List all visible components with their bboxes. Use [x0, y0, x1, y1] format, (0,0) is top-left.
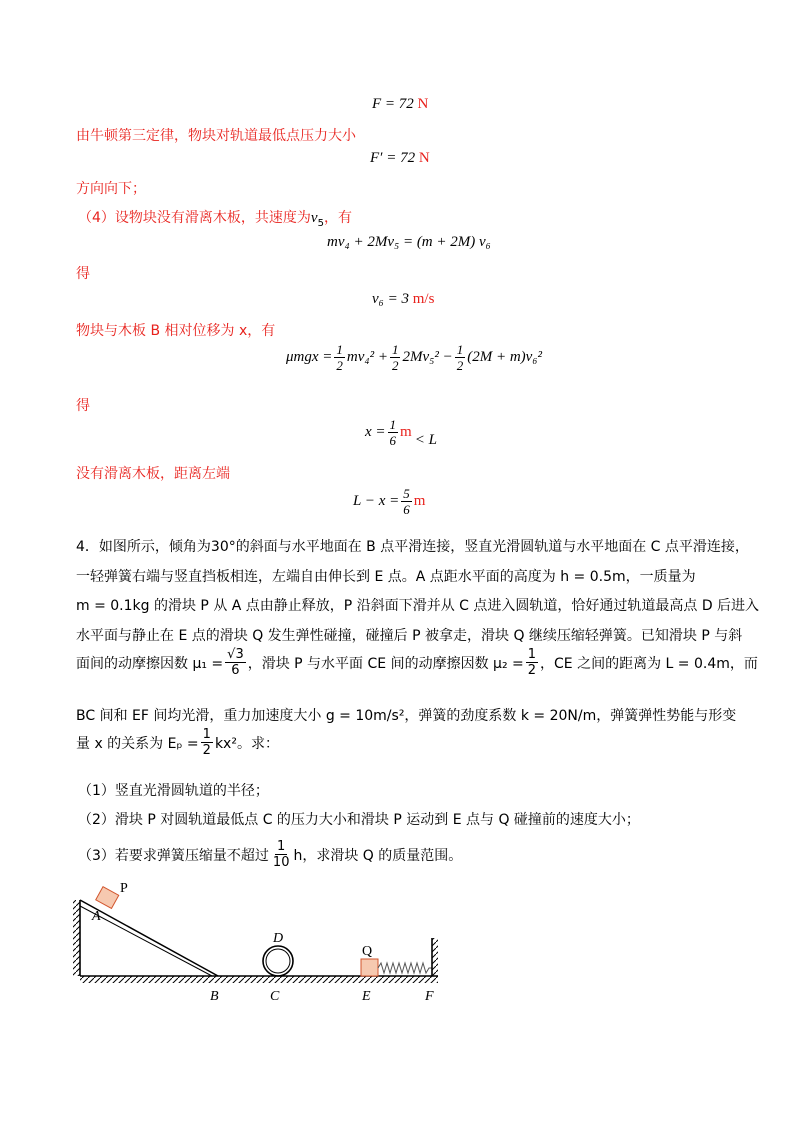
frac-one-sixth: $\frac{1}{6}$ [389, 417, 397, 448]
circular-track-inner [266, 949, 290, 973]
frac-half: $\frac{1}{2}$ [336, 342, 343, 373]
problem-line-1: 4．如图所示，倾角为30°的斜面与水平地面在 B 点平滑连接，竖直光滑圆轨道与水平地面在 C 点平滑连接， [76, 539, 749, 555]
question-3: （3）若要求弹簧压缩量不超过 $\frac{1}{10}$ h，求滑块 Q 的质量范围。 [78, 839, 463, 870]
ground-hatch [80, 976, 438, 983]
incline-top [80, 900, 218, 976]
eq-F-prime: F′ = 72 N [370, 150, 430, 166]
circular-track [263, 946, 293, 976]
frac-half: $\frac{1}{2}$ [202, 727, 211, 758]
eq-momentum: mv₄ + 2Mv₅ = (m + 2M) v₆ [327, 234, 491, 250]
frac-half: $\frac{1}{2}$ [527, 647, 537, 678]
label-E: E [362, 989, 371, 1004]
problem-line-3: m = 0.1kg 的滑块 P 从 A 点由静止释放，P 沿斜面下滑并从 C 点进入圆轨道，恰好通过轨道最高点 D 后进入 [76, 598, 760, 614]
unit-N: N [418, 150, 430, 166]
label-P: P [120, 881, 128, 896]
direction-text: 方向向下； [76, 181, 146, 197]
frac-sqrt3-over-6: $\frac{√3}{6}$ [227, 647, 244, 678]
label-B: B [210, 989, 219, 1004]
no-slide-text: 没有滑离木板，距离左端 [76, 466, 230, 482]
physics-diagram [70, 876, 450, 1012]
eq-x: x = $\frac{1}{6}$ m < L [365, 417, 437, 448]
block-Q [361, 959, 378, 976]
block-P [96, 887, 119, 909]
de-text-2: 得 [76, 398, 90, 414]
frac-half: $\frac{1}{2}$ [456, 342, 464, 373]
newton-third-text: 由牛顿第三定律，物块对轨道最低点压力大小 [76, 128, 356, 144]
label-D: D [273, 931, 284, 946]
eq-energy: μmgx = $\frac{1}{2}$ mv₄² + $\frac{1}{2}$ 2Mv₅² − $\frac{1}{2}$ (2M + m)v₆² [286, 342, 543, 373]
label-F: F [425, 989, 434, 1004]
unit-m: m [413, 493, 426, 509]
spring [378, 963, 432, 973]
unit-m: m [400, 424, 412, 440]
problem-line-6: BC 间和 EF 间均光滑，重力加速度大小 g = 10m/s²，弹簧的劲度系数 k = 20N/m，弹簧弹性势能与形变 [76, 708, 737, 724]
part4-intro: （4）设物块没有滑离木板，共速度为$v_5$，有 [78, 210, 352, 229]
de-text-1: 得 [76, 266, 90, 282]
right-wall-hatch [432, 938, 438, 976]
eq-F: F = 72 N [372, 96, 429, 112]
frac-half: $\frac{1}{2}$ [391, 342, 399, 373]
label-C: C [270, 989, 280, 1004]
label-Q: Q [362, 944, 373, 959]
problem-line-2: 一轻弹簧右端与竖直挡板相连，左端自由伸长到 E 点。A 点距水平面的高度为 h = 0.5m，一质量为 [76, 569, 696, 585]
problem-line-4: 水平面与静止在 E 点的滑块 Q 发生弹性碰撞，碰撞后 P 被拿走，滑块 Q 继续压缩轻弹簧。已知滑块 P 与斜 [76, 628, 743, 644]
left-wall-hatch [73, 900, 80, 976]
unit-N: N [417, 96, 429, 112]
eq-v6: v₆ = 3 m/s [372, 291, 435, 307]
question-2: （2）滑块 P 对圆轨道最低点 C 的压力大小和滑块 P 运动到 E 点与 Q 碰撞前的速度大小； [78, 812, 640, 828]
frac-one-tenth: $\frac{1}{10}$ [272, 839, 290, 870]
label-A: A [92, 909, 101, 924]
problem-line-7: 量 x 的关系为 Eₚ = $\frac{1}{2}$ kx²。求： [76, 727, 279, 758]
unit-ms: m/s [412, 291, 435, 307]
frac-five-sixths: $\frac{5}{6}$ [403, 486, 410, 517]
problem-line-5: 面间的动摩擦因数 μ₁ = $\frac{√3}{6}$ ，滑块 P 与水平面 CE 间的动摩擦因数 μ₂ = $\frac{1}{2}$ ，CE 之间的距离为 L = 0.4m，而 [76, 647, 758, 678]
question-1: （1）竖直光滑圆轨道的半径； [78, 783, 269, 799]
eq-L-minus-x: L − x = $\frac{5}{6}$ m [353, 486, 426, 517]
relative-displacement-text: 物块与木板 B 相对位移为 x，有 [76, 323, 276, 339]
